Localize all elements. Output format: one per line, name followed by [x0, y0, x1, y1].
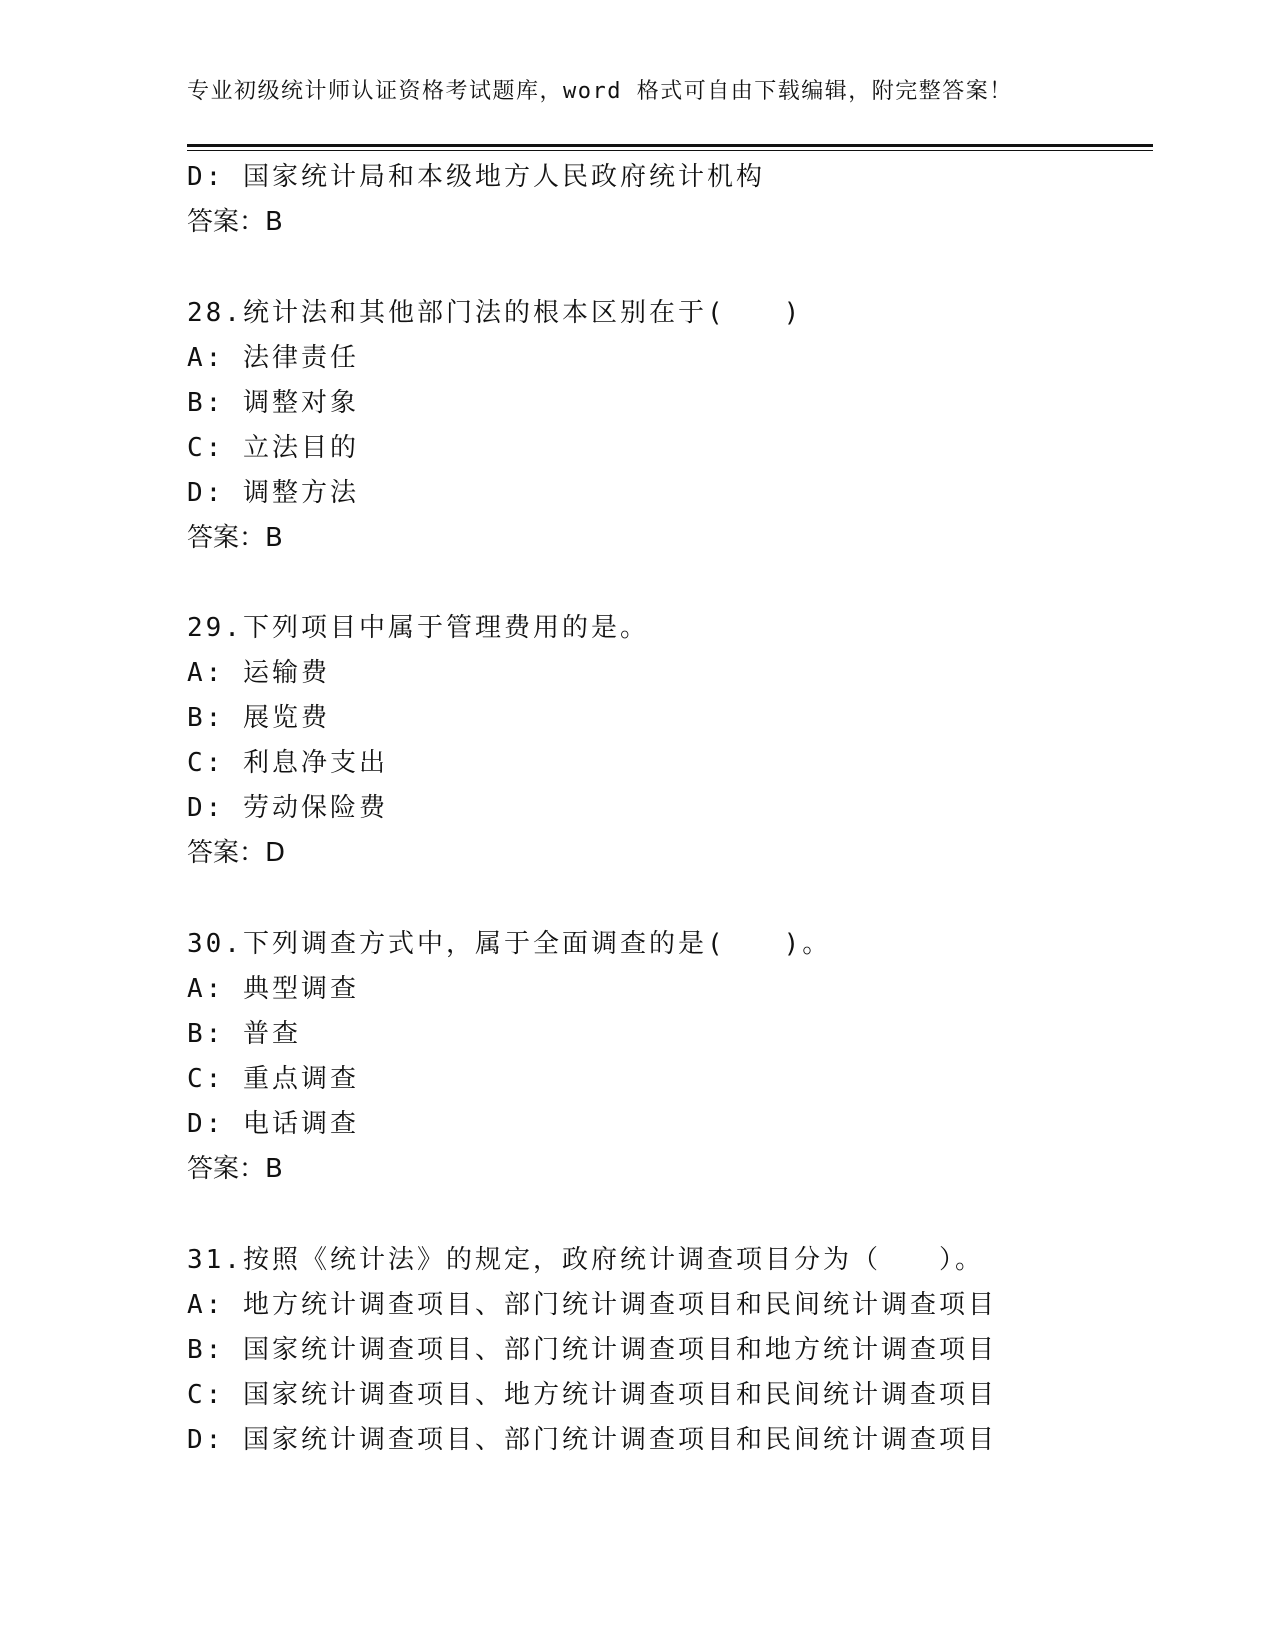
question-31-option-c: C: 国家统计调查项目、地方统计调查项目和民间统计调查项目	[187, 1380, 997, 1410]
question-28-option-d: D: 调整方法	[187, 478, 359, 508]
question-29-option-a: A: 运输费	[187, 658, 330, 688]
question-28-answer: 答案：B	[187, 523, 283, 553]
question-28-option-c: C: 立法目的	[187, 433, 359, 463]
question-28-option-a: A: 法律责任	[187, 343, 359, 373]
question-30-option-c: C: 重点调查	[187, 1064, 359, 1094]
header-divider-thick	[187, 144, 1153, 147]
question-28-stem: 28.统计法和其他部门法的根本区别在于( )	[187, 298, 803, 328]
question-28-option-b: B: 调整对象	[187, 388, 359, 418]
header-divider-thin	[187, 150, 1153, 151]
page-header: 专业初级统计师认证资格考试题库，word 格式可自由下载编辑，附完整答案！	[187, 79, 1013, 104]
question-30-option-b: B: 普查	[187, 1019, 301, 1049]
question-31-option-a: A: 地方统计调查项目、部门统计调查项目和民间统计调查项目	[187, 1290, 997, 1320]
question-30-stem: 30.下列调查方式中，属于全面调查的是( )。	[187, 929, 832, 959]
question-30-option-d: D: 电话调查	[187, 1109, 359, 1139]
prev-answer: 答案：B	[187, 207, 283, 237]
question-29-answer: 答案：D	[187, 838, 286, 868]
question-31-stem: 31.按照《统计法》的规定，政府统计调查项目分为（ ）。	[187, 1245, 984, 1275]
question-29-option-b: B: 展览费	[187, 703, 330, 733]
question-30-answer: 答案：B	[187, 1154, 283, 1184]
question-29-option-c: C: 利息净支出	[187, 748, 388, 778]
question-31-option-d: D: 国家统计调查项目、部门统计调查项目和民间统计调查项目	[187, 1425, 997, 1455]
question-30-option-a: A: 典型调查	[187, 974, 359, 1004]
question-31-option-b: B: 国家统计调查项目、部门统计调查项目和地方统计调查项目	[187, 1335, 997, 1365]
prev-option-d: D: 国家统计局和本级地方人民政府统计机构	[187, 162, 765, 192]
question-29-stem: 29.下列项目中属于管理费用的是。	[187, 613, 649, 643]
question-29-option-d: D: 劳动保险费	[187, 793, 388, 823]
